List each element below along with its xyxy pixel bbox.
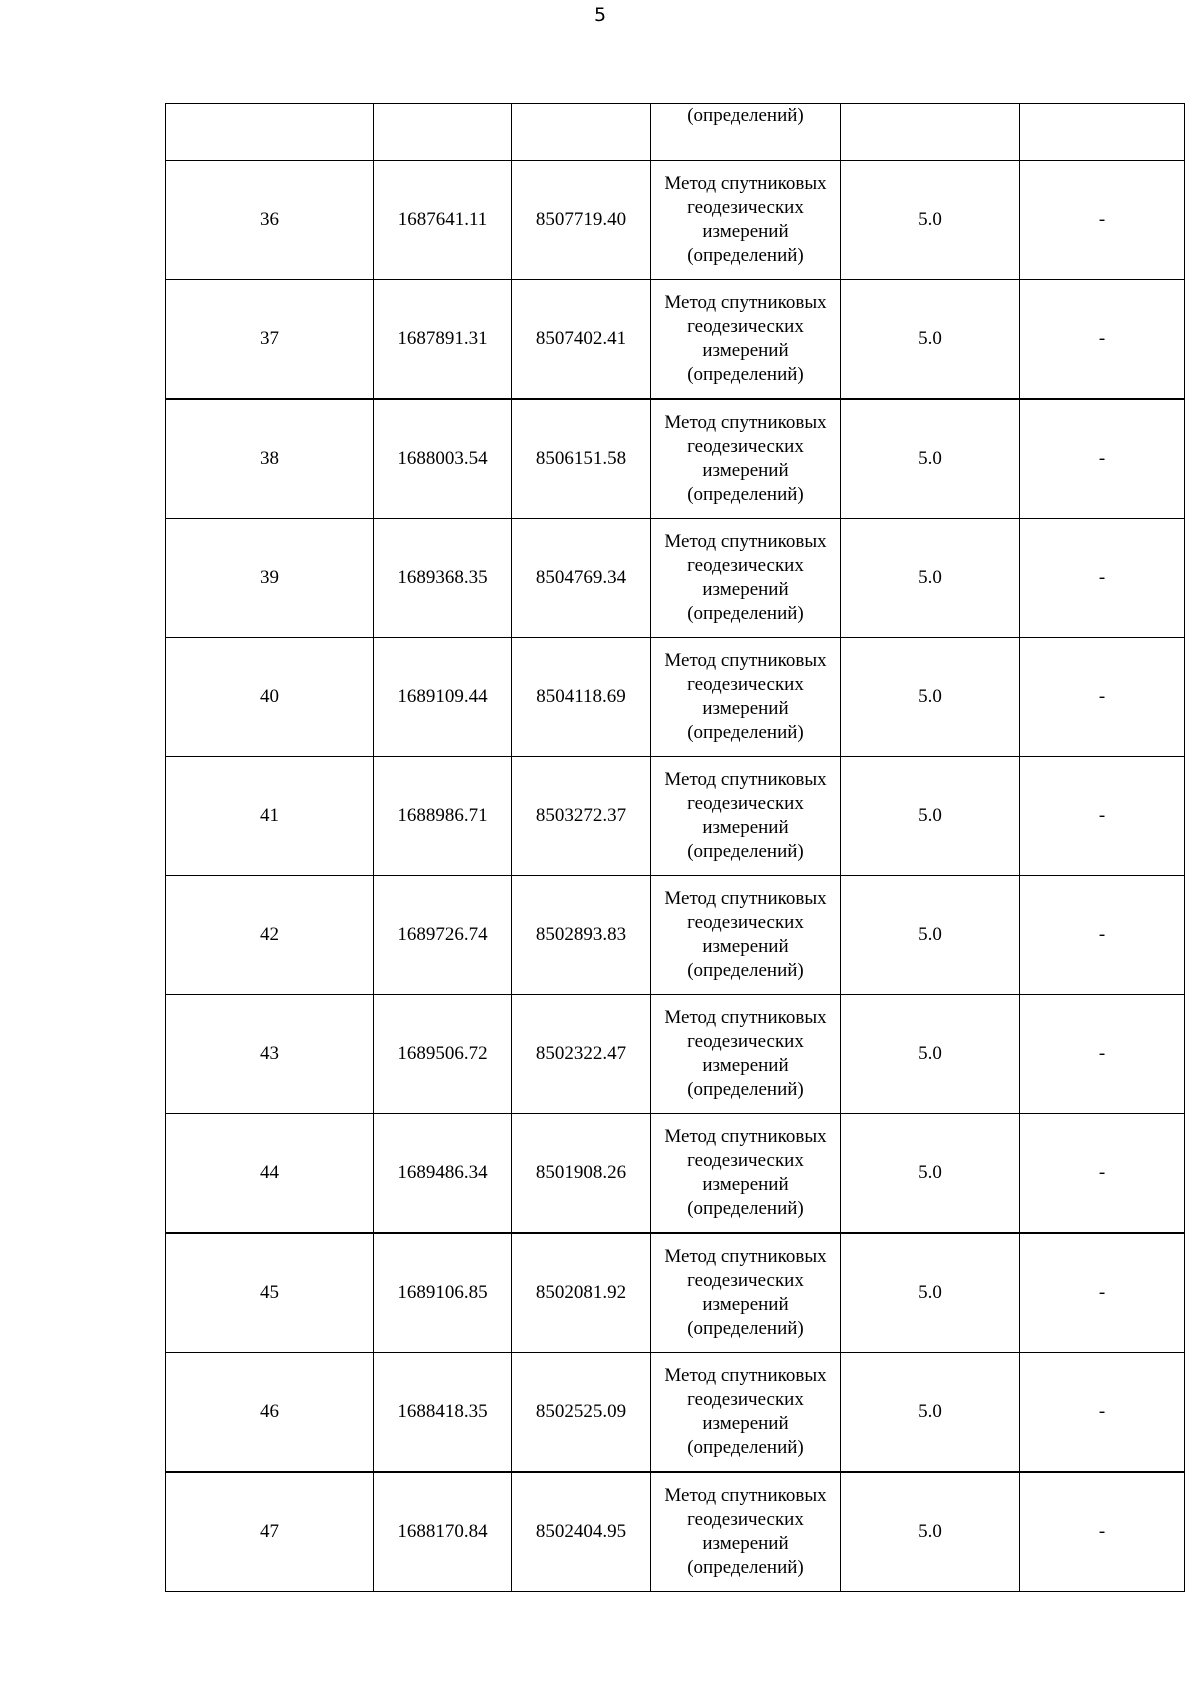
cell-description-text: -	[1098, 686, 1106, 707]
cell-y	[512, 1472, 651, 1592]
cell-accuracy	[841, 280, 1020, 400]
table-body	[166, 104, 1185, 1592]
cell-description-text: -	[1098, 1401, 1106, 1422]
cell-num-text: 45	[260, 1282, 279, 1303]
cell-description	[1020, 1353, 1185, 1473]
cell-accuracy-text: 5.0	[918, 1162, 942, 1183]
cell-x-text: 1688170.84	[397, 1521, 488, 1542]
cell-accuracy-text: 5.0	[918, 448, 942, 469]
cell-x	[374, 1353, 512, 1473]
cell-method	[651, 104, 841, 161]
cell-method	[651, 1472, 841, 1592]
cell-num-text: 39	[260, 567, 279, 588]
cell-y-text: 8502322.47	[535, 1043, 627, 1064]
cell-num	[166, 1353, 374, 1473]
cell-accuracy	[841, 1114, 1020, 1234]
method-text: Метод спутниковых геодезических измерений (определений)	[664, 292, 827, 385]
table-row	[166, 757, 1185, 876]
table-row	[166, 1114, 1185, 1234]
cell-num-text: 36	[260, 209, 279, 230]
cell-y-text: 8502081.92	[535, 1282, 627, 1303]
cell-num	[166, 876, 374, 995]
cell-x	[374, 1472, 512, 1592]
cell-method	[651, 519, 841, 638]
cell-num-text: 47	[260, 1521, 279, 1542]
cell-x-text: 1688986.71	[397, 805, 488, 826]
cell-description-text: -	[1098, 1282, 1106, 1303]
page-number: 5	[593, 4, 607, 26]
table-row-continued	[166, 104, 1185, 161]
cell-description	[1020, 638, 1185, 757]
cell-y	[512, 757, 651, 876]
cell-y	[512, 995, 651, 1114]
cell-x-text: 1687891.31	[397, 328, 488, 349]
cell-description-text: -	[1098, 567, 1106, 588]
table-row	[166, 399, 1185, 519]
cell-x-text: 1689109.44	[397, 686, 488, 707]
cell-accuracy-text: 5.0	[918, 805, 942, 826]
cell-y	[512, 161, 651, 280]
cell-accuracy-text: 5.0	[918, 1401, 942, 1422]
cell-description-text: -	[1098, 448, 1106, 469]
cell-y-text: 8504118.69	[536, 686, 626, 707]
cell-num	[166, 995, 374, 1114]
cell-num	[166, 1472, 374, 1592]
table-row	[166, 638, 1185, 757]
cell-num	[166, 519, 374, 638]
cell-accuracy	[841, 399, 1020, 519]
cell-accuracy-text: 5.0	[918, 328, 942, 349]
cell-accuracy	[841, 1233, 1020, 1353]
cell-accuracy	[841, 876, 1020, 995]
cell-num	[166, 280, 374, 400]
method-text: Метод спутниковых геодезических измерений (определений)	[664, 650, 827, 743]
cell-y-text: 8501908.26	[535, 1162, 627, 1183]
cell-description	[1020, 399, 1185, 519]
cell-x	[374, 399, 512, 519]
cell-num	[166, 161, 374, 280]
cell-description-text: -	[1098, 805, 1106, 826]
cell-description-text: -	[1098, 1162, 1106, 1183]
cell-y	[512, 1233, 651, 1353]
method-text: Метод спутниковых геодезических измерений (определений)	[664, 1365, 827, 1458]
cell-num-text: 40	[260, 686, 279, 707]
cell-description	[1020, 161, 1185, 280]
cell-description	[1020, 104, 1185, 161]
cell-x-text: 1689726.74	[397, 924, 488, 945]
cell-description	[1020, 876, 1185, 995]
cell-x-text: 1688418.35	[397, 1401, 488, 1422]
cell-y-text: 8503272.37	[535, 805, 627, 826]
cell-y	[512, 1114, 651, 1234]
cell-description-text: -	[1098, 328, 1106, 349]
method-text: Метод спутниковых геодезических измерений (определений)	[664, 531, 827, 624]
cell-x	[374, 161, 512, 280]
cell-num	[166, 104, 374, 161]
method-text: Метод спутниковых геодезических измерений (определений)	[664, 173, 827, 266]
cell-x-text: 1689106.85	[397, 1282, 488, 1303]
cell-method	[651, 638, 841, 757]
cell-accuracy	[841, 638, 1020, 757]
cell-method	[651, 757, 841, 876]
cell-y	[512, 519, 651, 638]
cell-accuracy	[841, 519, 1020, 638]
cell-num	[166, 1233, 374, 1353]
coordinates-table	[165, 103, 1185, 1592]
cell-description	[1020, 280, 1185, 400]
cell-description	[1020, 1114, 1185, 1234]
cell-accuracy	[841, 161, 1020, 280]
cell-x	[374, 1114, 512, 1234]
table-row	[166, 1233, 1185, 1353]
cell-x-text: 1689368.35	[397, 567, 488, 588]
cell-method	[651, 995, 841, 1114]
table-row	[166, 280, 1185, 400]
method-text: Метод спутниковых геодезических измерений (определений)	[664, 888, 827, 981]
cell-accuracy	[841, 1472, 1020, 1592]
cell-accuracy	[841, 995, 1020, 1114]
table-row	[166, 1472, 1185, 1592]
cell-y-text: 8507719.40	[535, 209, 627, 230]
cell-num-text: 38	[260, 448, 279, 469]
cell-x	[374, 104, 512, 161]
cell-x	[374, 519, 512, 638]
cell-accuracy-text: 5.0	[918, 209, 942, 230]
cell-method	[651, 1233, 841, 1353]
cell-description	[1020, 519, 1185, 638]
cell-num-text: 44	[260, 1162, 279, 1183]
cell-x-text: 1689506.72	[397, 1043, 488, 1064]
cell-method	[651, 876, 841, 995]
method-text: Метод спутниковых геодезических измерений (определений)	[664, 412, 827, 505]
cell-method	[651, 399, 841, 519]
cell-y	[512, 1353, 651, 1473]
cell-x	[374, 876, 512, 995]
cell-description	[1020, 995, 1185, 1114]
cell-y-text: 8502525.09	[535, 1401, 627, 1422]
method-text: Метод спутниковых геодезических измерений (определений)	[664, 1246, 827, 1339]
cell-num	[166, 399, 374, 519]
table-row	[166, 995, 1185, 1114]
cell-num-text: 46	[260, 1401, 279, 1422]
cell-y	[512, 280, 651, 400]
table-row	[166, 876, 1185, 995]
cell-y	[512, 104, 651, 161]
cell-x	[374, 757, 512, 876]
cell-accuracy	[841, 104, 1020, 161]
cell-accuracy-text: 5.0	[918, 1043, 942, 1064]
cell-x	[374, 995, 512, 1114]
cell-x	[374, 638, 512, 757]
cell-accuracy-text: 5.0	[918, 567, 942, 588]
cell-y-text: 8506151.58	[535, 448, 627, 469]
cell-x	[374, 1233, 512, 1353]
cell-num	[166, 638, 374, 757]
cell-num-text: 41	[260, 805, 279, 826]
cell-accuracy	[841, 757, 1020, 876]
cell-y-text: 8504769.34	[535, 567, 627, 588]
cell-x-text: 1688003.54	[397, 448, 488, 469]
cell-accuracy-text: 5.0	[918, 1521, 942, 1542]
cell-y	[512, 876, 651, 995]
cell-num	[166, 1114, 374, 1234]
method-text: Метод спутниковых геодезических измерений (определений)	[664, 1126, 827, 1219]
method-text: (определений)	[687, 105, 804, 126]
cell-num-text: 37	[260, 328, 279, 349]
method-text: Метод спутниковых геодезических измерений (определений)	[664, 769, 827, 862]
cell-accuracy	[841, 1353, 1020, 1473]
cell-description-text: -	[1098, 1521, 1106, 1542]
cell-method	[651, 1114, 841, 1234]
cell-description-text: -	[1098, 924, 1106, 945]
cell-x-text: 1689486.34	[397, 1162, 488, 1183]
cell-description-text: -	[1098, 1043, 1106, 1064]
cell-y-text: 8507402.41	[535, 328, 627, 349]
cell-accuracy-text: 5.0	[918, 924, 942, 945]
method-text: Метод спутниковых геодезических измерений (определений)	[664, 1485, 827, 1578]
cell-description	[1020, 757, 1185, 876]
cell-y	[512, 638, 651, 757]
method-text: Метод спутниковых геодезических измерений (определений)	[664, 1007, 827, 1100]
cell-description-text: -	[1098, 209, 1106, 230]
cell-num-text: 43	[260, 1043, 279, 1064]
cell-accuracy-text: 5.0	[918, 1282, 942, 1303]
cell-description	[1020, 1233, 1185, 1353]
cell-accuracy-text: 5.0	[918, 686, 942, 707]
table-row	[166, 161, 1185, 280]
cell-num-text: 42	[260, 924, 279, 945]
cell-method	[651, 280, 841, 400]
cell-method	[651, 161, 841, 280]
cell-y-text: 8502404.95	[535, 1521, 627, 1542]
cell-y-text: 8502893.83	[535, 924, 627, 945]
cell-method	[651, 1353, 841, 1473]
table-row	[166, 519, 1185, 638]
cell-num	[166, 757, 374, 876]
cell-y	[512, 399, 651, 519]
table-row	[166, 1353, 1185, 1473]
cell-description	[1020, 1472, 1185, 1592]
cell-x	[374, 280, 512, 400]
cell-x-text: 1687641.11	[397, 209, 488, 230]
